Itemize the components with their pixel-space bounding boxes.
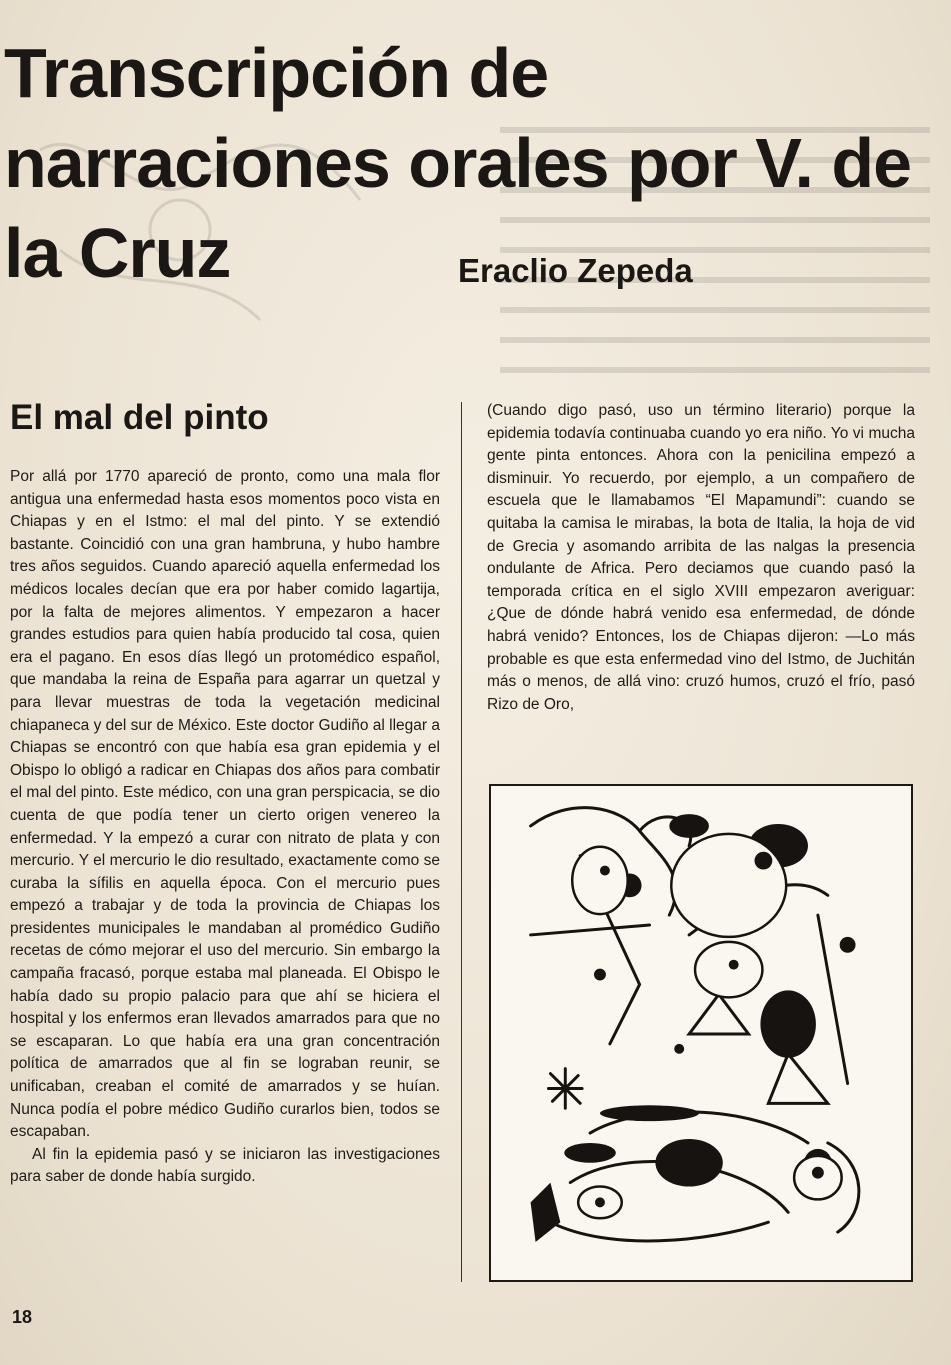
body-paragraph: (Cuando digo pasó, uso un término literario) porque la epidemia todavía continuaba cuando yo era niño. Yo vi mucha gente pinta entonces. Ahora con la penicilina empezó a disminuir. Yo recuerdo, por ejemplo, a un compañero de escuela que le llamabamos “El Mapamundi”: cuando se quitaba la camisa le mirabas, la bota de Italia, la hoja de vid de Grecia y asomando arribita de las nalgas la presencia ondulante de Africa. Pero deciamos que cuando pasó la temporada crítica en el siglo XVIII empezaron averiguar: ¿Que de dónde habrá venido esa enfermedad, de dónde habrá venido? Entonces, los de Chiapas dijeron: —Lo más probable es que esta enfermedad vino del Istmo, de Juchitán más o menos, de allá vino: cruzó humos, cruzó el frío, pasó Rizo de Oro, bbox=[487, 402, 915, 713]
right-column bbox=[487, 400, 915, 716]
article-title: Transcripción de narraciones orales por V. de la Cruz bbox=[4, 34, 912, 292]
column-divider bbox=[461, 402, 462, 1282]
abstract-drawing bbox=[491, 786, 911, 1280]
page-number: 18 bbox=[12, 1307, 33, 1327]
body-paragraph: Al fin la epidemia pasó y se iniciaron las investigaciones para saber de donde había surgido. bbox=[10, 1145, 440, 1186]
illustration bbox=[489, 784, 913, 1282]
left-column bbox=[10, 466, 440, 1189]
section-title: El mal del pinto bbox=[10, 398, 269, 437]
body-paragraph: Por allá por 1770 apareció de pronto, como una mala flor antigua una enfermedad hasta esos momentos poco vista en Chiapas y en el Istmo: el mal del pinto. Y se extendió bastante. Coincidió con una gran hambruna, y hubo hambre tres años seguidos. Cuando apareció aquella enfermedad los médicos locales decían que era por haber comido lagartija, por la falta de mejores alimentos. Y empezaron a hacer grandes estudios para quien había producido tal cosa, quien era el pagano. En esos días llegó un protomédico español, que mandaba la reina de España para agarrar un quetzal y para llevar muestras de toda la vegetación medicinal chiapaneca y del sur de México. Este doctor Gudiño al llegar a Chiapas se encontró con que había esa gran epidemia y el Obispo lo obligó a radicar en Chiapas dos años para combatir el mal del pinto. Este médico, con una gran perspicacia, se dio cuenta de que podía tener un cierto origen venereo la enfermedad. Y la empezó a curar con nitrato de plata y con mercurio. Y el mercurio le dio resultado, exactamente como se curaba la sífilis en aquella época. Con el mercurio pues empezó a trabajar y de toda la provincia de Chiapas los presidentes municipales le mandaban al promédico Gudiño recetas de cómo mejorar el uso del mercurio. Sin embargo la campaña fracasó, porque estaba mal planeada. El Obispo le había dado su propio palacio para que ahí se hiciera el hospital y los enfermos eran llevados amarrados para que no se escaparan. Lo que había era una gran concentración política de amarrados que al fin se lograban reunir, se unificaban, creaban el comité de amarrados y se huían. Nunca podía el pobre médico Gudiño curarlos bien, todos se escapaban. bbox=[10, 468, 440, 1141]
article-author: Eraclio Zepeda bbox=[458, 252, 693, 289]
